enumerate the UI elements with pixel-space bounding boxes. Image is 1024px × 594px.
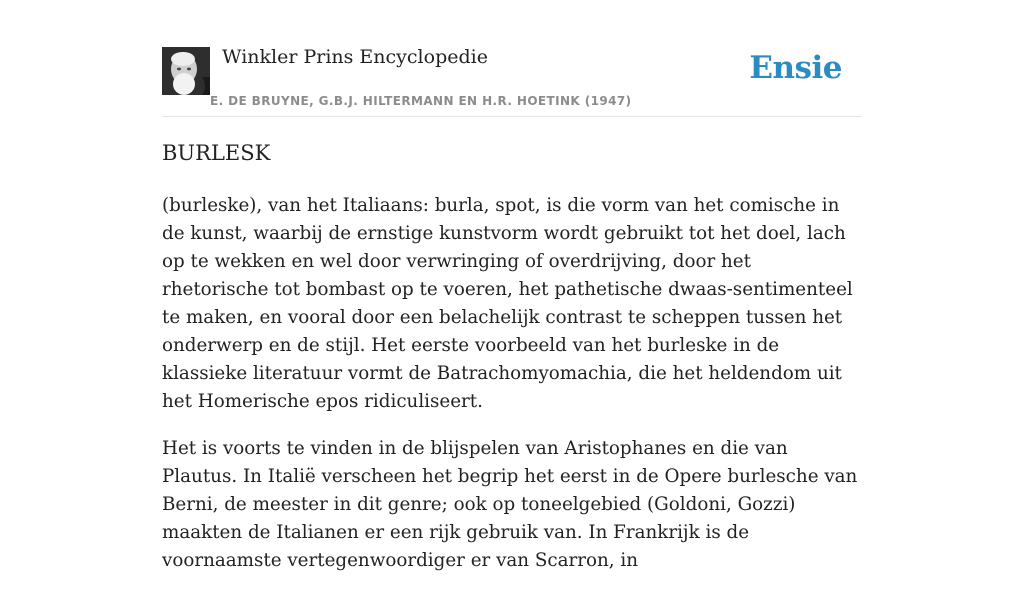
entry-headword: BURLESK xyxy=(162,141,271,165)
entry-paragraph: (burleske), van het Italiaans: burla, spot, is die vorm van het comische in de kunst, waarbij de ernstige kunstvorm wordt gebruikt tot het doel, lach op te wekken en wel door verwringing of overdrijving, door het rhetorische tot bombast op te voeren, het pathetische dwaas-sentimenteel te maken, en vooral door een belachelijk contrast te scheppen tussen het onderwerp en de stijl. Het eerste voorbeeld van het burleske in de klassieke literatuur vormt de Batrachomyomachia, die het heldendom uit het Homerische epos ridiculiseert. xyxy=(162,195,853,412)
source-header xyxy=(162,40,862,117)
entry-body xyxy=(162,192,862,594)
authors-credit: E. DE BRUYNE, G.B.J. HILTERMANN EN H.R. HOETINK (1947) xyxy=(210,94,632,108)
author-avatar[interactable] xyxy=(162,47,210,95)
portrait-icon xyxy=(162,47,210,95)
entry-paragraph: Het is voorts te vinden in de blijspelen van Aristophanes en die van Plautus. In Italië verscheen het begrip het eerst in de Opere burlesche van Berni, de meester in dit genre; ook op toneelgebied (Goldoni, Gozzi) maakten de Italianen er een rijk gebruik van. In Frankrijk is de voornaamste vertegenwoordiger er van Scarron, in xyxy=(162,438,858,571)
ensie-logo[interactable]: Ensie xyxy=(749,50,842,86)
source-title[interactable]: Winkler Prins Encyclopedie xyxy=(222,46,488,68)
